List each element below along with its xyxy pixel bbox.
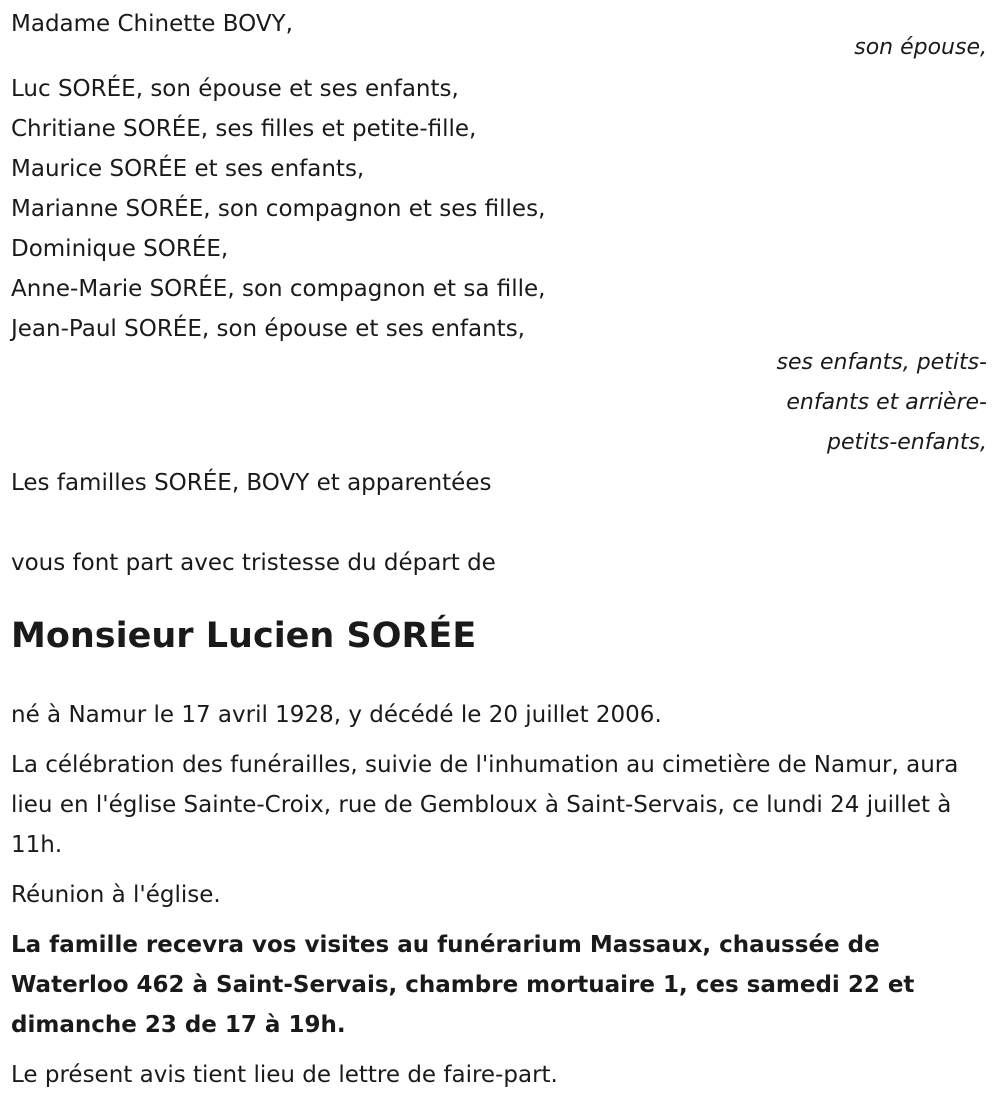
child-line: Maurice SORÉE et ses enfants, [11, 156, 365, 182]
child-line: Marianne SORÉE, son compagnon et ses filles, [11, 196, 546, 222]
child-line: Jean-Paul SORÉE, son épouse et ses enfants, [11, 316, 525, 342]
children-role-line: enfants et arrière- [786, 390, 987, 415]
spouse-name: Madame Chinette BOVY, [11, 11, 293, 37]
birth-death-info: né à Namur le 17 avril 1928, y décédé le 20 juillet 2006. [11, 702, 662, 728]
children-role [11, 343, 989, 463]
ceremony-info: La célébration des funérailles, suivie de l'inhumation au cimetière de Namur, aura lieu en l'église Sainte-Croix, rue de Gembloux à Saint-Servais, ce lundi 24 juillet à 11h. [11, 752, 959, 858]
announcement-line: vous font part avec tristesse du départ de [11, 550, 496, 576]
visits-info: La famille recevra vos visites au funérarium Massaux, chaussée de Waterloo 462 à Saint-Servais, chambre mortuaire 1, ces samedi 22 et dimanche 23 de 17 à 19h. [11, 932, 915, 1038]
child-line: Anne-Marie SORÉE, son compagnon et sa fille, [11, 276, 546, 302]
children-role-line: petits-enfants, [827, 430, 987, 455]
children-list [11, 69, 989, 349]
children-role-line: ses enfants, petits- [776, 350, 987, 375]
notice-info: Le présent avis tient lieu de lettre de faire-part. [11, 1062, 558, 1088]
deceased-name: Monsieur Lucien SORÉE [11, 616, 477, 656]
child-line: Dominique SORÉE, [11, 236, 229, 262]
families-line: Les familles SORÉE, BOVY et apparentées [11, 470, 492, 496]
child-line: Luc SORÉE, son épouse et ses enfants, [11, 76, 459, 102]
spouse-role: son épouse, [854, 35, 987, 60]
child-line: Chritiane SORÉE, ses filles et petite-fille, [11, 116, 477, 142]
meeting-info: Réunion à l'église. [11, 882, 221, 908]
